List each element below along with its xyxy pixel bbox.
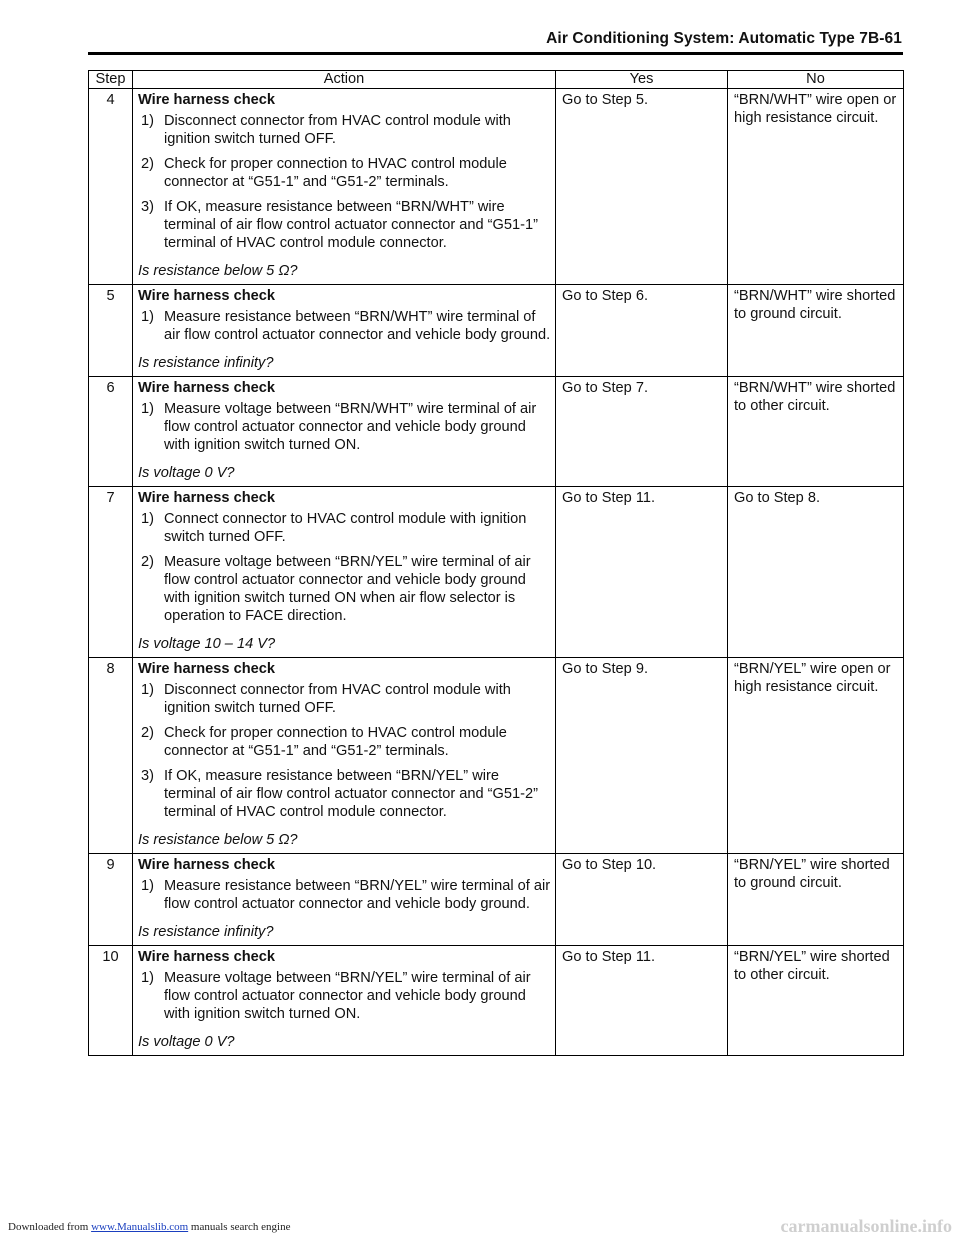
action-step bbox=[138, 553, 551, 625]
no-result: “BRN/WHT” wire shorted to other circuit. bbox=[728, 377, 904, 487]
action-step bbox=[138, 198, 551, 252]
action-steps bbox=[138, 969, 551, 1023]
action-step-number: 1) bbox=[141, 511, 154, 527]
action-step-text: If OK, measure resistance between “BRN/WHT” wire terminal of air flow control actuator connector and “G51-1” terminal of HVAC control module connector. bbox=[164, 199, 538, 251]
column-header-action: Action bbox=[133, 71, 556, 89]
action-title: Wire harness check bbox=[138, 857, 275, 873]
action-step-number: 1) bbox=[141, 878, 154, 894]
manualslib-link[interactable]: www.Manualslib.com bbox=[91, 1221, 189, 1233]
watermark: carmanualsonline.info bbox=[780, 1216, 952, 1236]
action-step-text: Disconnect connector from HVAC control module with ignition switch turned OFF. bbox=[164, 682, 511, 716]
action-step-number: 1) bbox=[141, 401, 154, 417]
action-step-text: Measure voltage between “BRN/WHT” wire terminal of air flow control actuator connector and vehicle body ground with ignition switch turned ON. bbox=[164, 401, 537, 453]
action-steps bbox=[138, 112, 551, 252]
no-result: “BRN/YEL” wire shorted to ground circuit. bbox=[728, 854, 904, 946]
table-row bbox=[89, 377, 904, 487]
step-number: 8 bbox=[89, 658, 133, 854]
table-row bbox=[89, 658, 904, 854]
table-row bbox=[89, 89, 904, 285]
no-result: “BRN/YEL” wire open or high resistance circuit. bbox=[728, 658, 904, 854]
troubleshooting-table bbox=[88, 70, 904, 1056]
action-step-text: Check for proper connection to HVAC control module connector at “G51-1” and “G51-2” terminals. bbox=[164, 725, 507, 759]
yes-result: Go to Step 6. bbox=[556, 285, 728, 377]
action-question: Is voltage 0 V? bbox=[138, 1034, 235, 1050]
action-steps bbox=[138, 400, 551, 454]
action-title: Wire harness check bbox=[138, 288, 275, 304]
step-number: 6 bbox=[89, 377, 133, 487]
action-step bbox=[138, 724, 551, 760]
action-step-number: 2) bbox=[141, 725, 154, 741]
action-title: Wire harness check bbox=[138, 661, 275, 677]
no-result: “BRN/YEL” wire shorted to other circuit. bbox=[728, 946, 904, 1056]
action-step-text: Connect connector to HVAC control module with ignition switch turned OFF. bbox=[164, 511, 527, 545]
action-step bbox=[138, 767, 551, 821]
no-result: Go to Step 8. bbox=[728, 487, 904, 658]
action-cell bbox=[133, 487, 556, 658]
action-cell bbox=[133, 285, 556, 377]
action-step bbox=[138, 400, 551, 454]
action-step-text: Measure resistance between “BRN/YEL” wire terminal of air flow control actuator connector and vehicle body ground. bbox=[164, 878, 551, 912]
yes-result: Go to Step 9. bbox=[556, 658, 728, 854]
action-question: Is resistance infinity? bbox=[138, 355, 274, 371]
action-step-number: 1) bbox=[141, 682, 154, 698]
action-step-text: Measure voltage between “BRN/YEL” wire terminal of air flow control actuator connector and vehicle body ground with ignition switch turned ON. bbox=[164, 970, 531, 1022]
footer-prefix: Downloaded from bbox=[8, 1221, 89, 1233]
action-step-number: 2) bbox=[141, 554, 154, 570]
action-step bbox=[138, 308, 551, 344]
yes-result: Go to Step 10. bbox=[556, 854, 728, 946]
action-step bbox=[138, 681, 551, 717]
action-title: Wire harness check bbox=[138, 490, 275, 506]
action-step bbox=[138, 112, 551, 148]
page-header-title: Air Conditioning System: Automatic Type 7B-61 bbox=[546, 30, 902, 47]
action-step bbox=[138, 510, 551, 546]
step-number: 10 bbox=[89, 946, 133, 1056]
step-number: 9 bbox=[89, 854, 133, 946]
action-steps bbox=[138, 510, 551, 625]
action-step bbox=[138, 877, 551, 913]
action-steps bbox=[138, 308, 551, 344]
yes-result: Go to Step 11. bbox=[556, 946, 728, 1056]
action-title: Wire harness check bbox=[138, 949, 275, 965]
action-step-number: 3) bbox=[141, 199, 154, 215]
action-step-number: 1) bbox=[141, 309, 154, 325]
action-step-number: 1) bbox=[141, 113, 154, 129]
action-cell bbox=[133, 377, 556, 487]
action-step-number: 1) bbox=[141, 970, 154, 986]
action-question: Is resistance below 5 Ω? bbox=[138, 832, 298, 848]
action-steps bbox=[138, 681, 551, 821]
yes-result: Go to Step 5. bbox=[556, 89, 728, 285]
table-header-row bbox=[89, 71, 904, 89]
action-step-text: Check for proper connection to HVAC control module connector at “G51-1” and “G51-2” terminals. bbox=[164, 156, 507, 190]
action-step-text: If OK, measure resistance between “BRN/YEL” wire terminal of air flow control actuator connector and “G51-2” terminal of HVAC control module connector. bbox=[164, 768, 538, 820]
header-rule bbox=[88, 52, 903, 55]
action-title: Wire harness check bbox=[138, 380, 275, 396]
action-step-text: Disconnect connector from HVAC control module with ignition switch turned OFF. bbox=[164, 113, 511, 147]
action-cell bbox=[133, 658, 556, 854]
yes-result: Go to Step 11. bbox=[556, 487, 728, 658]
no-result: “BRN/WHT” wire open or high resistance circuit. bbox=[728, 89, 904, 285]
column-header-no: No bbox=[728, 71, 904, 89]
step-number: 7 bbox=[89, 487, 133, 658]
action-title: Wire harness check bbox=[138, 92, 275, 108]
footer-suffix: manuals search engine bbox=[190, 1221, 291, 1233]
action-step-number: 3) bbox=[141, 768, 154, 784]
no-result: “BRN/WHT” wire shorted to ground circuit. bbox=[728, 285, 904, 377]
action-question: Is voltage 10 – 14 V? bbox=[138, 636, 276, 652]
step-number: 4 bbox=[89, 89, 133, 285]
action-question: Is voltage 0 V? bbox=[138, 465, 235, 481]
table-row bbox=[89, 285, 904, 377]
action-question: Is resistance below 5 Ω? bbox=[138, 263, 298, 279]
action-steps bbox=[138, 877, 551, 913]
download-footer bbox=[8, 1221, 290, 1233]
table-row bbox=[89, 946, 904, 1056]
table-row bbox=[89, 487, 904, 658]
action-step-text: Measure resistance between “BRN/WHT” wire terminal of air flow control actuator connector and vehicle body ground. bbox=[164, 309, 551, 343]
action-step bbox=[138, 155, 551, 191]
action-step-text: Measure voltage between “BRN/YEL” wire terminal of air flow control actuator connector and vehicle body ground with ignition switch turned ON when air flow selector is operation to FACE direction. bbox=[164, 554, 531, 624]
yes-result: Go to Step 7. bbox=[556, 377, 728, 487]
table-row bbox=[89, 854, 904, 946]
column-header-yes: Yes bbox=[556, 71, 728, 89]
action-cell bbox=[133, 89, 556, 285]
action-cell bbox=[133, 854, 556, 946]
action-question: Is resistance infinity? bbox=[138, 924, 274, 940]
action-step bbox=[138, 969, 551, 1023]
action-cell bbox=[133, 946, 556, 1056]
action-step-number: 2) bbox=[141, 156, 154, 172]
step-number: 5 bbox=[89, 285, 133, 377]
column-header-step: Step bbox=[89, 71, 133, 89]
